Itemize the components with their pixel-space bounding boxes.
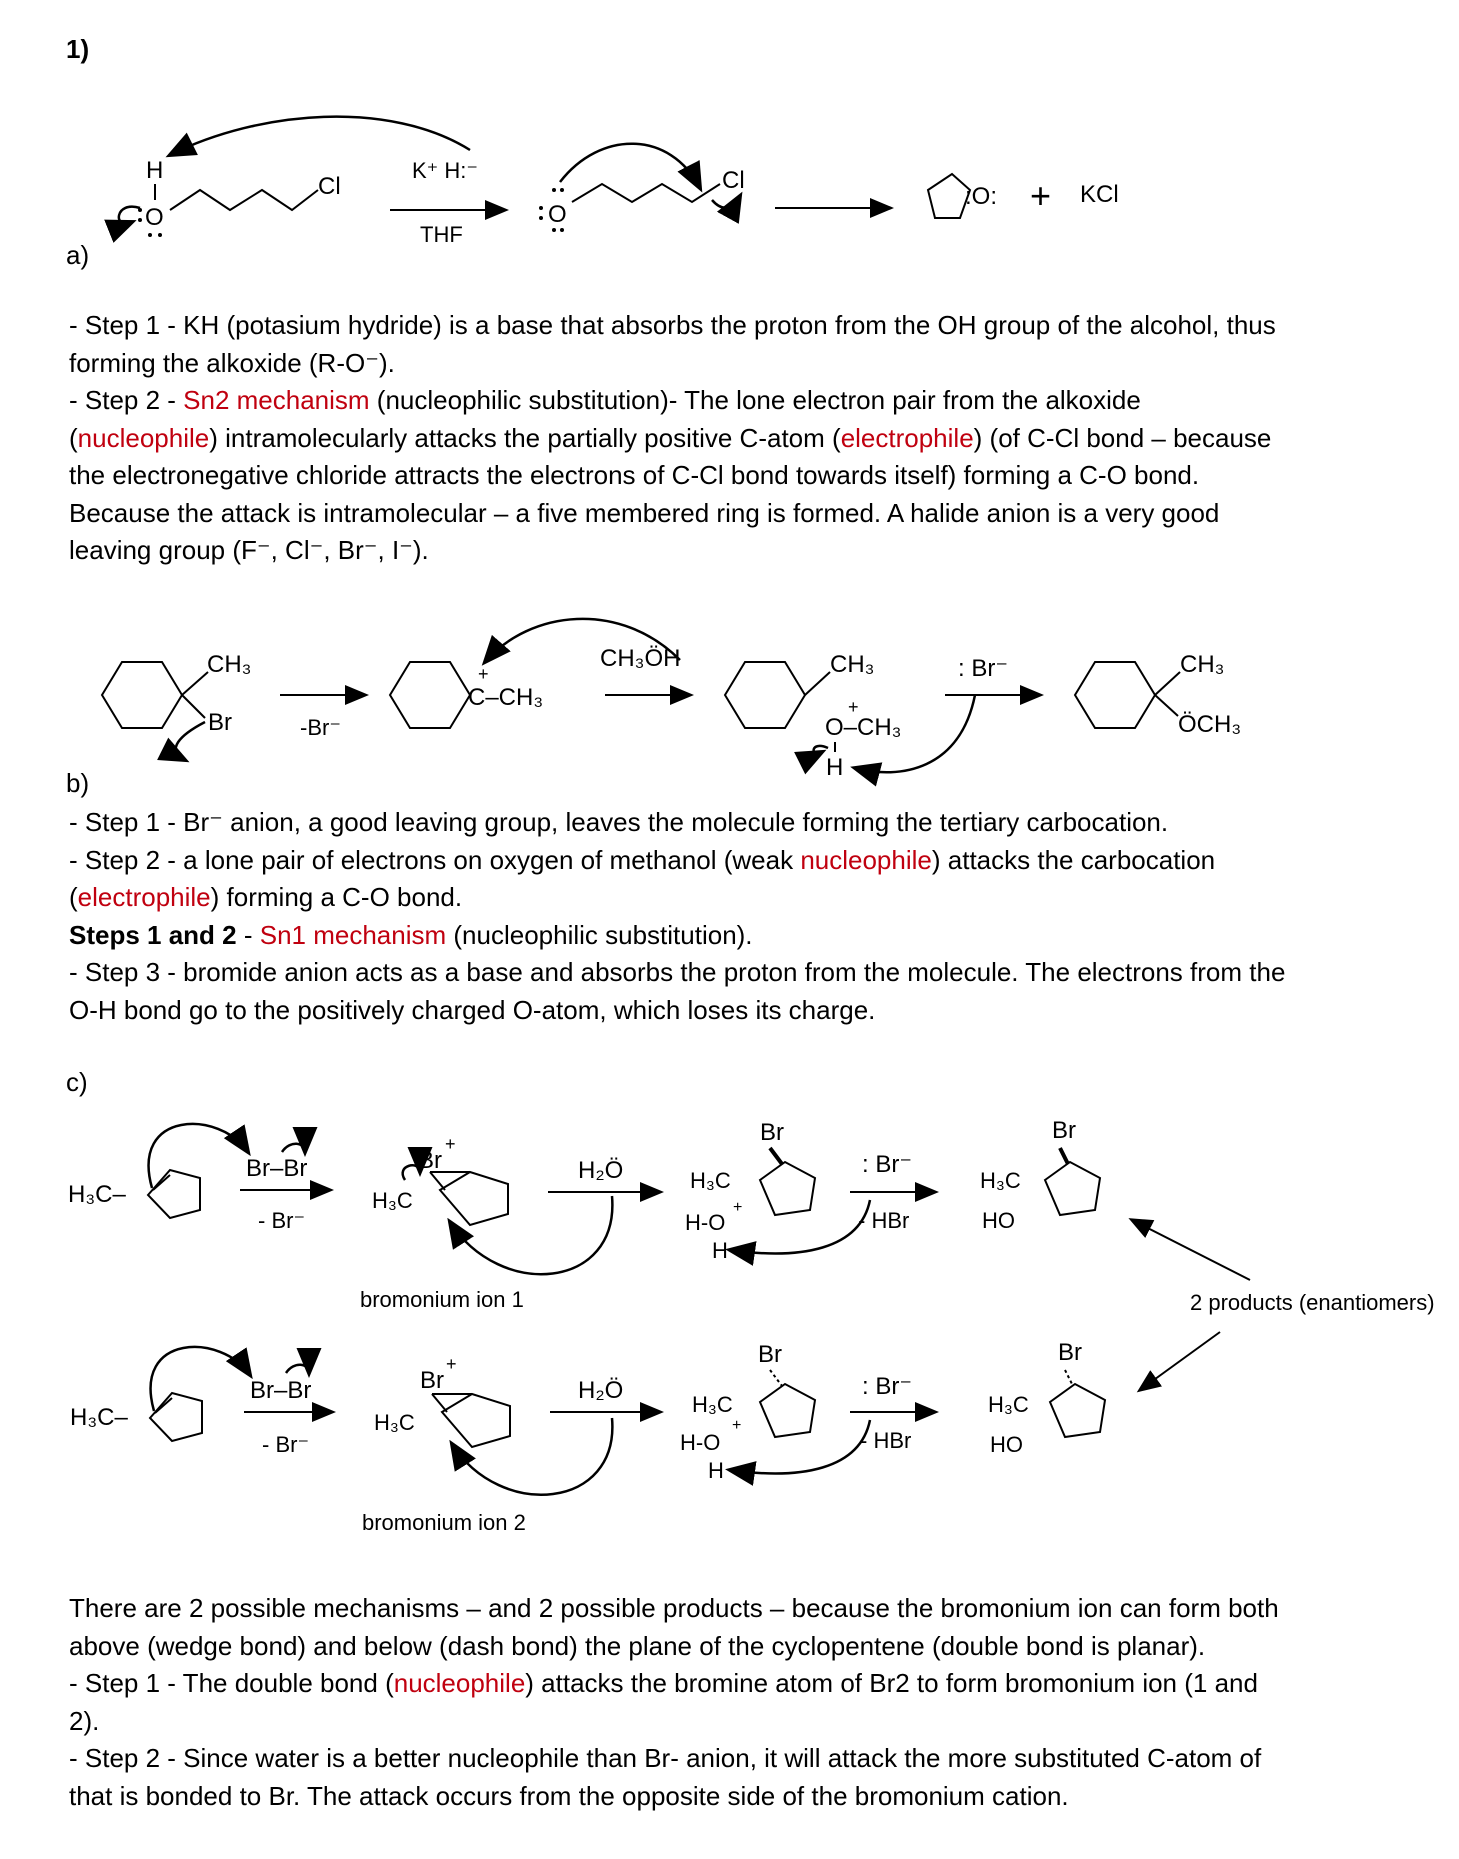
bromonium-plus-1: + (445, 1134, 456, 1154)
curved-arrow-attack (560, 144, 700, 188)
para-a-line-4: (nucleophile) intramolecularly attacks the partially positive C-atom (electrophile) (of C-Cl bond – because (69, 422, 1272, 453)
nucleophile-term-c: nucleophile (393, 1668, 526, 1698)
para-a-line-1: - Step 1 - KH (potasium hydride) is a base that absorbs the proton from the OH group of the alcohol, thus (69, 310, 1276, 340)
chain-a1 (170, 190, 318, 210)
cyclopentane-prod-2 (1050, 1384, 1105, 1437)
bromonium-plus-2: + (446, 1354, 457, 1374)
oxonium-h: H (826, 754, 844, 781)
ring-oxygen: :O: (965, 183, 998, 210)
para-a-line-7: leaving group (F⁻, Cl⁻, Br⁻, I⁻). (69, 535, 429, 565)
minus-br-row1: - Br⁻ (258, 1208, 306, 1233)
explanation-b (69, 804, 1371, 1029)
h3c-ion2: H₃C (374, 1410, 415, 1435)
products-note: 2 products (enantiomers) (1190, 1290, 1435, 1315)
br-1: Br (208, 709, 232, 736)
alkoxide-o: O (548, 201, 567, 228)
br-int-2: Br (758, 1341, 782, 1368)
h-int-2: H (708, 1458, 724, 1483)
h3c-row1: H₃C– (68, 1181, 126, 1208)
curved-arrow-oh (119, 207, 140, 224)
curved-arrow-water-2 (452, 1418, 612, 1495)
minus-br-row2: - Br⁻ (262, 1432, 310, 1457)
para-a-line-2: forming the alkoxide (R-O⁻). (69, 347, 395, 378)
water-row1: H₂Ö (578, 1157, 624, 1184)
cyclopentene-1 (148, 1170, 200, 1218)
nucleophile-term: nucleophile (77, 422, 210, 453)
curved-arrow-water-1 (450, 1196, 612, 1274)
br2-row1: Br–Br (246, 1155, 308, 1182)
cyclopentane-int-2 (760, 1384, 815, 1437)
h3c-int-2: H₃C (692, 1392, 733, 1417)
curved-arrow-bromide-1 (730, 1200, 870, 1253)
electrophile-term: electrophile (840, 422, 974, 453)
sn1-mechanism-term: Sn1 mechanism (259, 919, 447, 950)
h3c-prod-2: H₃C (988, 1392, 1029, 1417)
reagent-kh: K⁺ H:⁻ (412, 158, 479, 183)
water-row2: H₂Ö (578, 1377, 624, 1404)
ch3-3: CH₃ (830, 651, 875, 678)
bromonium-ring-2 (442, 1394, 510, 1447)
para-b-line-6: O-H bond go to the positively charged O-atom, which loses its charge. (69, 994, 876, 1025)
para-b-line-4: Steps 1 and 2 - Sn1 mechanism (nucleophilic substitution). (69, 919, 753, 950)
arrow-to-product-2 (1140, 1332, 1220, 1390)
oplus-int-1: + (733, 1199, 743, 1216)
atom-cl-1: Cl (318, 173, 341, 200)
nucleophile-term-b: nucleophile (800, 844, 932, 875)
h-int-1: H (712, 1238, 728, 1263)
para-a-line-6: Because the attack is intramolecular – a five membered ring is formed. A halide anion is a very good (69, 497, 1220, 528)
atom-o: O (145, 204, 164, 231)
curved-arrow-br-leave (176, 722, 205, 760)
bromonium-ring-1 (440, 1172, 508, 1225)
explanation-a (69, 307, 1371, 570)
br-prod-1: Br (1052, 1117, 1076, 1144)
atom-h: H (146, 157, 164, 184)
part-a-label: a) (66, 240, 90, 270)
para-a-line-5: the electronegative chloride attracts the electrons of C-Cl bond towards itself) forming a C-O bond. (69, 460, 1200, 490)
reagent-thf: THF (420, 222, 463, 247)
caption-ion2: bromonium ion 2 (362, 1510, 526, 1535)
cyclohexane-2 (390, 662, 470, 728)
para-c-line-6: that is bonded to Br. The attack occurs from the opposite side of the bromonium cation. (69, 1780, 1069, 1811)
br2-row2: Br–Br (250, 1377, 312, 1404)
part-b-label: b) (66, 768, 90, 798)
thf-ring (928, 174, 970, 218)
ho-prod-2: HO (990, 1432, 1023, 1457)
cyclopentane-prod-1 (1045, 1162, 1100, 1215)
hoplus-int-2: H-O (680, 1430, 721, 1455)
bromide-row2: : Br⁻ (862, 1373, 913, 1400)
para-b-line-3: (electrophile) forming a C-O bond. (69, 882, 463, 912)
atom-cl-2: Cl (722, 167, 745, 194)
bromide-row1: : Br⁻ (862, 1151, 913, 1178)
electrophile-term-b: electrophile (77, 882, 211, 912)
minus-hbr-row2: - HBr (860, 1428, 912, 1453)
methanol: CH₃ÖH (600, 645, 681, 672)
h3c-ion1: H₃C (372, 1188, 413, 1213)
h3c-row2: H₃C– (70, 1404, 128, 1431)
br-int-1: Br (760, 1119, 784, 1146)
hoplus-int-1: H-O (685, 1210, 726, 1235)
caption-ion1: bromonium ion 1 (360, 1287, 524, 1312)
h3c-prod-1: H₃C (980, 1168, 1021, 1193)
para-c-line-4: 2). (69, 1705, 100, 1736)
sn2-mechanism-term: Sn2 mechanism (183, 385, 370, 415)
para-c-line-2: above (wedge bond) and below (dash bond) the plane of the cyclopentene (double bond is planar). (69, 1630, 1206, 1661)
para-c-line-1: There are 2 possible mechanisms – and 2 possible products – because the bromonium ion can form both (69, 1593, 1279, 1623)
bromonium-br-2: Br (420, 1367, 444, 1394)
curved-arrow-oh-b (814, 746, 828, 753)
scheme-c-diagram (0, 1100, 1459, 1540)
explanation-c (69, 1590, 1371, 1815)
para-b-line-5: - Step 3 - bromide anion acts as a base and absorbs the proton from the molecule. The electrons from the (69, 957, 1286, 987)
question-number: 1) (66, 34, 90, 64)
cyclopentane-int-1 (760, 1162, 815, 1215)
ch3-4: CH₃ (1180, 651, 1225, 678)
cyclohexane-3 (725, 662, 805, 728)
arrow-to-product-1 (1132, 1220, 1250, 1280)
minus-br: -Br⁻ (300, 715, 341, 740)
minus-hbr-row1: - HBr (858, 1208, 910, 1233)
oxonium-group: O–CH₃ (825, 714, 902, 741)
carbocation-plus: + (478, 664, 489, 684)
bromide-ion: : Br⁻ (958, 655, 1009, 682)
curved-arrow-proton (170, 117, 470, 155)
br-prod-2: Br (1058, 1339, 1082, 1366)
h3c-int-1: H₃C (690, 1168, 731, 1193)
oxonium-plus: + (848, 697, 859, 717)
cyclohexane-1 (102, 662, 182, 728)
chain-a2 (572, 184, 720, 202)
scheme-b-diagram (0, 600, 1459, 800)
para-c-line-3: - Step 1 - The double bond (nucleophile) attacks the bromine atom of Br2 to form bromonium ion (1 and (69, 1668, 1258, 1698)
plus-sign-a: + (1030, 175, 1052, 216)
cyclopentene-2 (150, 1393, 202, 1441)
part-c-label: c) (66, 1067, 88, 1097)
oplus-int-2: + (732, 1417, 742, 1434)
methoxy: ÖCH₃ (1178, 711, 1242, 738)
para-b-line-1: - Step 1 - Br⁻ anion, a good leaving group, leaves the molecule forming the tertiary carbocation. (69, 807, 1169, 837)
para-a-line-3: - Step 2 - Sn2 mechanism (nucleophilic substitution)- The lone electron pair from the alkoxide (69, 385, 1141, 415)
para-b-line-2: - Step 2 - a lone pair of electrons on oxygen of methanol (weak nucleophile) attacks the carbocation (69, 844, 1216, 875)
para-c-line-5: - Step 2 - Since water is a better nucleophile than Br- anion, it will attack the more substituted C-atom of (69, 1743, 1262, 1773)
ch3-1: CH₃ (207, 651, 252, 678)
byproduct-kcl: KCl (1080, 181, 1119, 208)
ho-prod-1: HO (982, 1208, 1015, 1233)
bromonium-br-1: Br (418, 1147, 442, 1174)
curved-arrow-bromide-2 (730, 1420, 870, 1473)
cyclohexane-4 (1075, 662, 1155, 728)
carbocation-group: C–CH₃ (468, 684, 544, 711)
curved-arrow-cl-leave (712, 196, 740, 208)
